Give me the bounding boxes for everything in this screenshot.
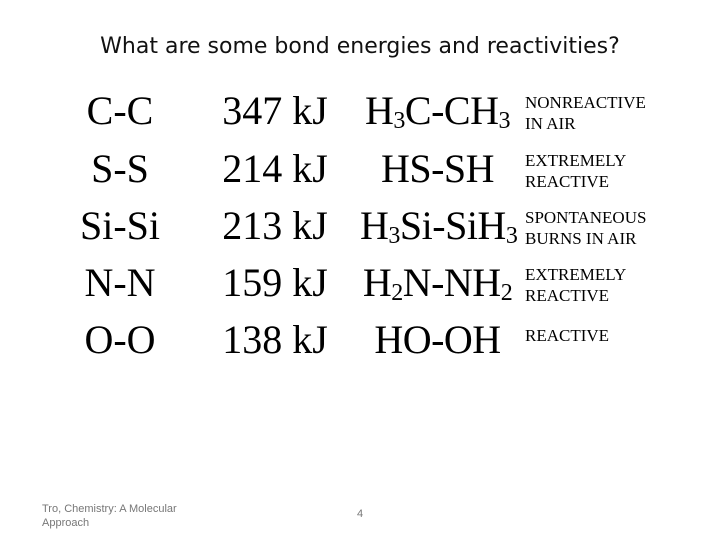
bond-label: N-N: [84, 260, 156, 305]
formula-subscript: 2: [391, 280, 403, 306]
reactivity-note: SPONTANEOUS BURNS IN AIR: [525, 208, 647, 248]
formula-part: HO-OH: [374, 317, 501, 362]
formula-part: H: [360, 203, 389, 248]
molecule-formula: [360, 88, 515, 134]
formula-subscript: 3: [505, 223, 518, 249]
page-number: 4: [356, 508, 364, 520]
molecule-formula: [360, 317, 515, 363]
table-row: [0, 260, 720, 318]
formula-subscript: 3: [393, 108, 405, 134]
bond-energy: 214 kJ: [222, 146, 328, 191]
molecule-formula: [360, 146, 515, 192]
formula-subscript: 2: [500, 280, 513, 306]
reactivity-note: EXTREMELY REACTIVE: [525, 265, 627, 305]
formula-part: H: [362, 260, 392, 305]
footer-citation: Tro, Chemistry: A Molecular Approach: [42, 503, 177, 529]
formula-part: C-CH: [404, 88, 499, 133]
formula-part: N-NH: [402, 260, 501, 305]
reactivity-note: REACTIVE: [525, 326, 610, 345]
bond-energy: 213 kJ: [222, 203, 328, 248]
bond-energy: 159 kJ: [222, 260, 328, 305]
reactivity-note: EXTREMELY REACTIVE: [525, 151, 627, 191]
formula-subscript: 3: [498, 108, 510, 134]
molecule-formula: [360, 260, 515, 306]
bond-energy: 138 kJ: [222, 317, 328, 362]
table-row: [0, 317, 720, 375]
bond-energy: 347 kJ: [222, 88, 328, 133]
formula-subscript: 3: [388, 223, 400, 249]
formula-part: HS-SH: [380, 146, 495, 191]
table-row: [0, 88, 720, 146]
table-row: [0, 203, 720, 261]
table-row: [0, 146, 720, 204]
bond-label: C-C: [86, 88, 154, 133]
formula-part: H: [365, 88, 394, 133]
bond-label: S-S: [91, 146, 149, 191]
formula-part: Si-SiH: [399, 203, 506, 248]
bond-label: Si-Si: [79, 203, 161, 248]
bond-label: O-O: [84, 317, 156, 362]
reactivity-note: NONREACTIVE IN AIR: [525, 93, 646, 133]
molecule-formula: [360, 203, 518, 249]
slide-title: What are some bond energies and reactivities?: [100, 34, 620, 59]
